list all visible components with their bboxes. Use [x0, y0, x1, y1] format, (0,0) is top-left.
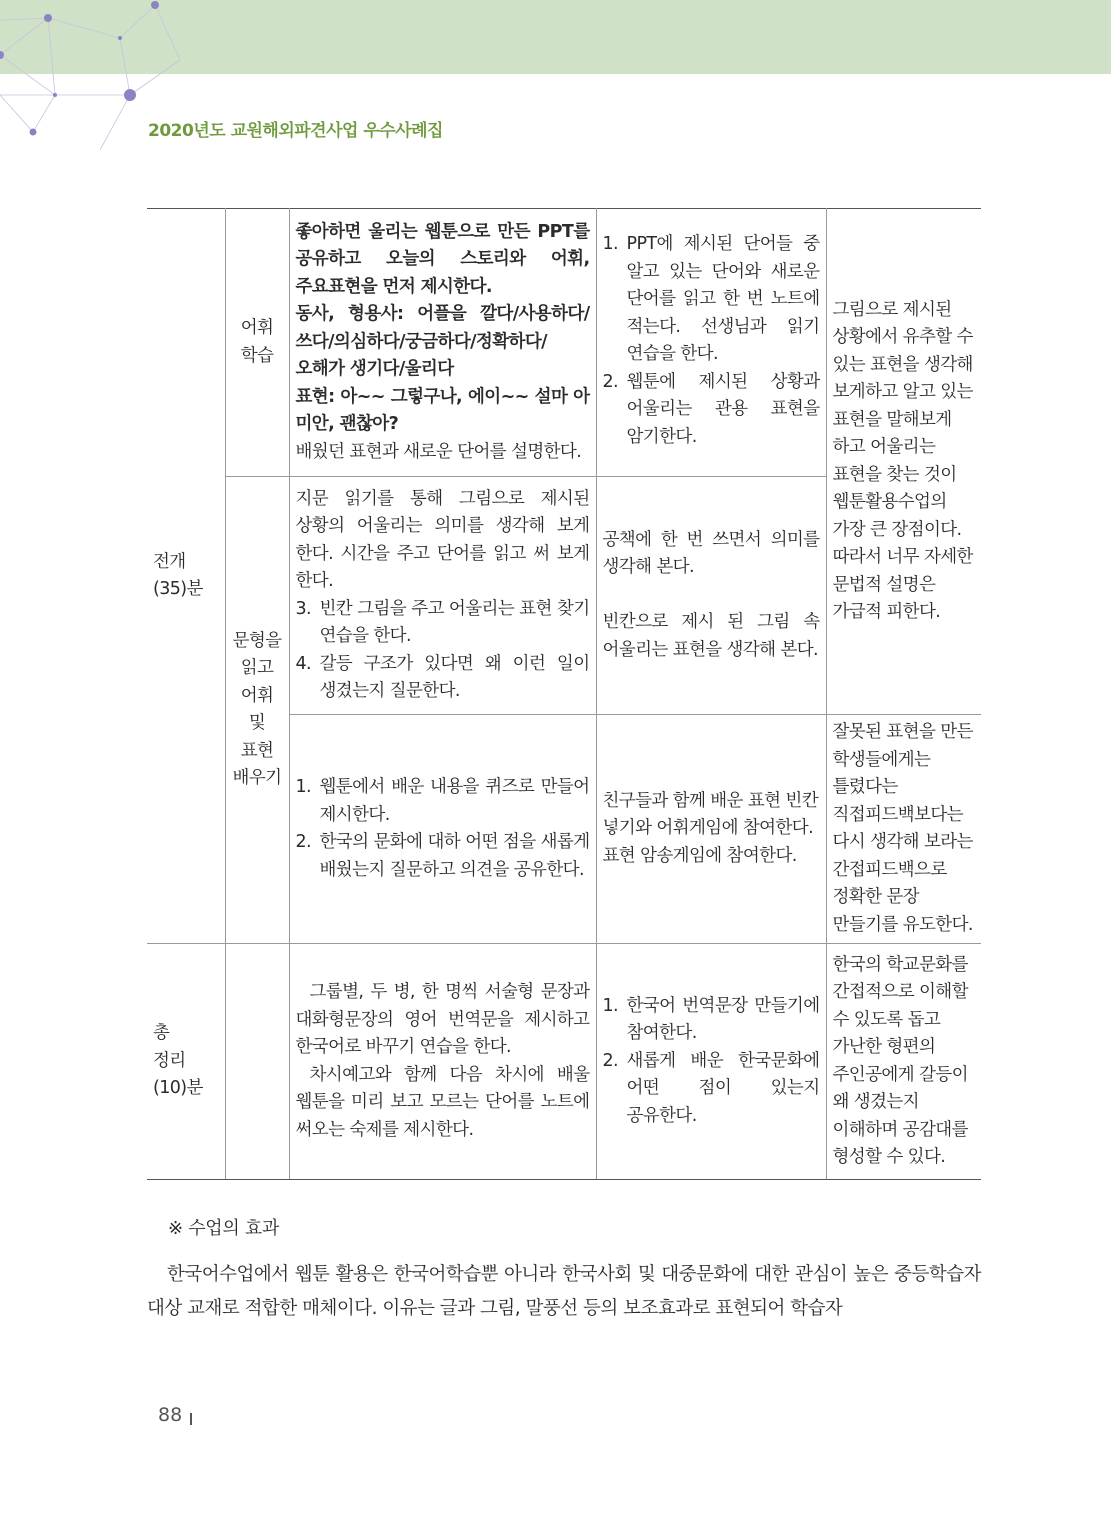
book-title: 2020년도 교원해외파견사업 우수사례집 — [148, 121, 443, 141]
list-item: 4. 갈등 구조가 있다면 왜 이런 일이 생겼는지 질문한다. — [295, 653, 590, 701]
list-item: 2. 새롭게 배운 한국문화에 어떤 점이 있는지 공유한다. — [602, 1050, 820, 1126]
student-activity-cell — [596, 944, 826, 1180]
list-item: 3. 빈칸 그림을 주고 어울리는 표현 찾기 연습을 한다. — [295, 598, 590, 646]
section-heading: ※ 수업의 효과 — [168, 1218, 280, 1239]
list-item: 2. 한국의 문화에 대하 어떤 점을 새롭게 배웠는지 질문하고 의견을 공유한다. — [295, 832, 590, 880]
teacher-text: 차시예고와 함께 다음 차시에 배울 웹툰을 미리 보고 모르는 단어를 노트에 써오는 숙제를 제시한다. — [295, 1064, 590, 1140]
activity-cell: 문형을 읽고 어휘 및 표현 배우기 — [225, 477, 289, 944]
student-text: 공책에 한 번 쓰면서 의미를 생각해 본다. — [602, 529, 820, 578]
teacher-text: 지문 읽기를 통해 그림으로 제시된 상황의 어울리는 의미를 생각해 보게 한다. 시간을 주고 단어를 읽고 써 보게 한다. — [295, 488, 590, 591]
table-row — [147, 209, 981, 477]
stage-cell: 전개 (35)분 — [147, 209, 225, 944]
activity-cell — [225, 944, 289, 1180]
note-cell: 한국의 학교문화를 간접적으로 이해할 수 있도록 돕고 가난한 형편의 주인공에게 갈등이 왜 생겼는지 이해하며 공감대를 형성할 수 있다. — [826, 944, 981, 1180]
teacher-text: 배웠던 표현과 새로운 단어를 설명한다. — [295, 441, 582, 462]
page-number-divider — [190, 1413, 192, 1425]
stage-cell: 총 정리 (10)분 — [147, 944, 225, 1180]
list-item: 1. PPT에 제시된 단어들 중 알고 있는 단어와 새로운 단어를 읽고 한 번 노트에 적는다. 선생님과 읽기 연습을 한다. — [602, 234, 820, 364]
note-cell: 그림으로 제시된 상황에서 유추할 수 있는 표현을 생각해 보게하고 알고 있는 표현을 말해보게 하고 어울리는 표현을 찾는 것이 웹툰활용수업의 가장 큰 장점이다. 따라서 너무 자세한 문법적 설명은 가급적 피한다. — [826, 209, 981, 715]
student-activity-cell: 친구들과 함께 배운 표현 빈칸 넣기와 어휘게임에 참여한다. 표현 암송게임에 참여한다. — [596, 715, 826, 944]
table-row — [147, 944, 981, 1180]
student-activity-cell — [596, 209, 826, 477]
teacher-text-bold: 좋아하면 울리는 웹툰으로 만든 PPT를 공유하고 오늘의 스토리와 어휘, 주요표현을 먼저 제시한다. 동사, 형용사: 어플을 깔다/사용하다/쓰다/의심하다/궁금하다/정확하다/ 오해가 생기다/울리다 표현: 아~~ 그렇구나, 에이~~ 설마 아 미안, 괜찮아? — [295, 221, 590, 435]
student-text: 빈칸으로 제시 된 그림 속 어울리는 표현을 생각해 본다. — [602, 612, 820, 660]
teacher-activity-cell — [289, 209, 596, 477]
teacher-activity-cell — [289, 944, 596, 1180]
list-item: 1. 웹툰에서 배운 내용을 퀴즈로 만들어 제시한다. — [295, 777, 590, 825]
list-item: 1. 한국어 번역문장 만들기에 참여한다. — [602, 995, 820, 1044]
note-cell: 잘못된 표현을 만든 학생들에게는 틀렸다는 직접피드백보다는 다시 생각해 보라는 간접피드백으로 정확한 문장 만들기를 유도한다. — [826, 715, 981, 944]
body-paragraph: 한국어수업에서 웹툰 활용은 한국어학습뿐 아니라 한국사회 및 대중문화에 대한 관심이 높은 중등학습자대상 교재로 적합한 매체이다. 이유는 글과 그림, 말풍선 등의 보조효과로 표현되어 학습자 — [147, 1264, 981, 1319]
lesson-plan-table — [147, 208, 981, 1180]
list-item: 2. 웹툰에 제시된 상황과 어울리는 관용 표현을 암기한다. — [602, 371, 820, 447]
activity-cell: 어휘 학습 — [225, 209, 289, 477]
teacher-activity-cell — [289, 715, 596, 944]
teacher-activity-cell — [289, 477, 596, 715]
page-number: 88 — [158, 1404, 183, 1426]
teacher-text: 그룹별, 두 병, 한 명씩 서술형 문장과 대화형문장의 영어 번역문을 제시하고 한국어로 바꾸기 연습을 한다. — [295, 982, 590, 1057]
student-activity-cell — [596, 477, 826, 715]
